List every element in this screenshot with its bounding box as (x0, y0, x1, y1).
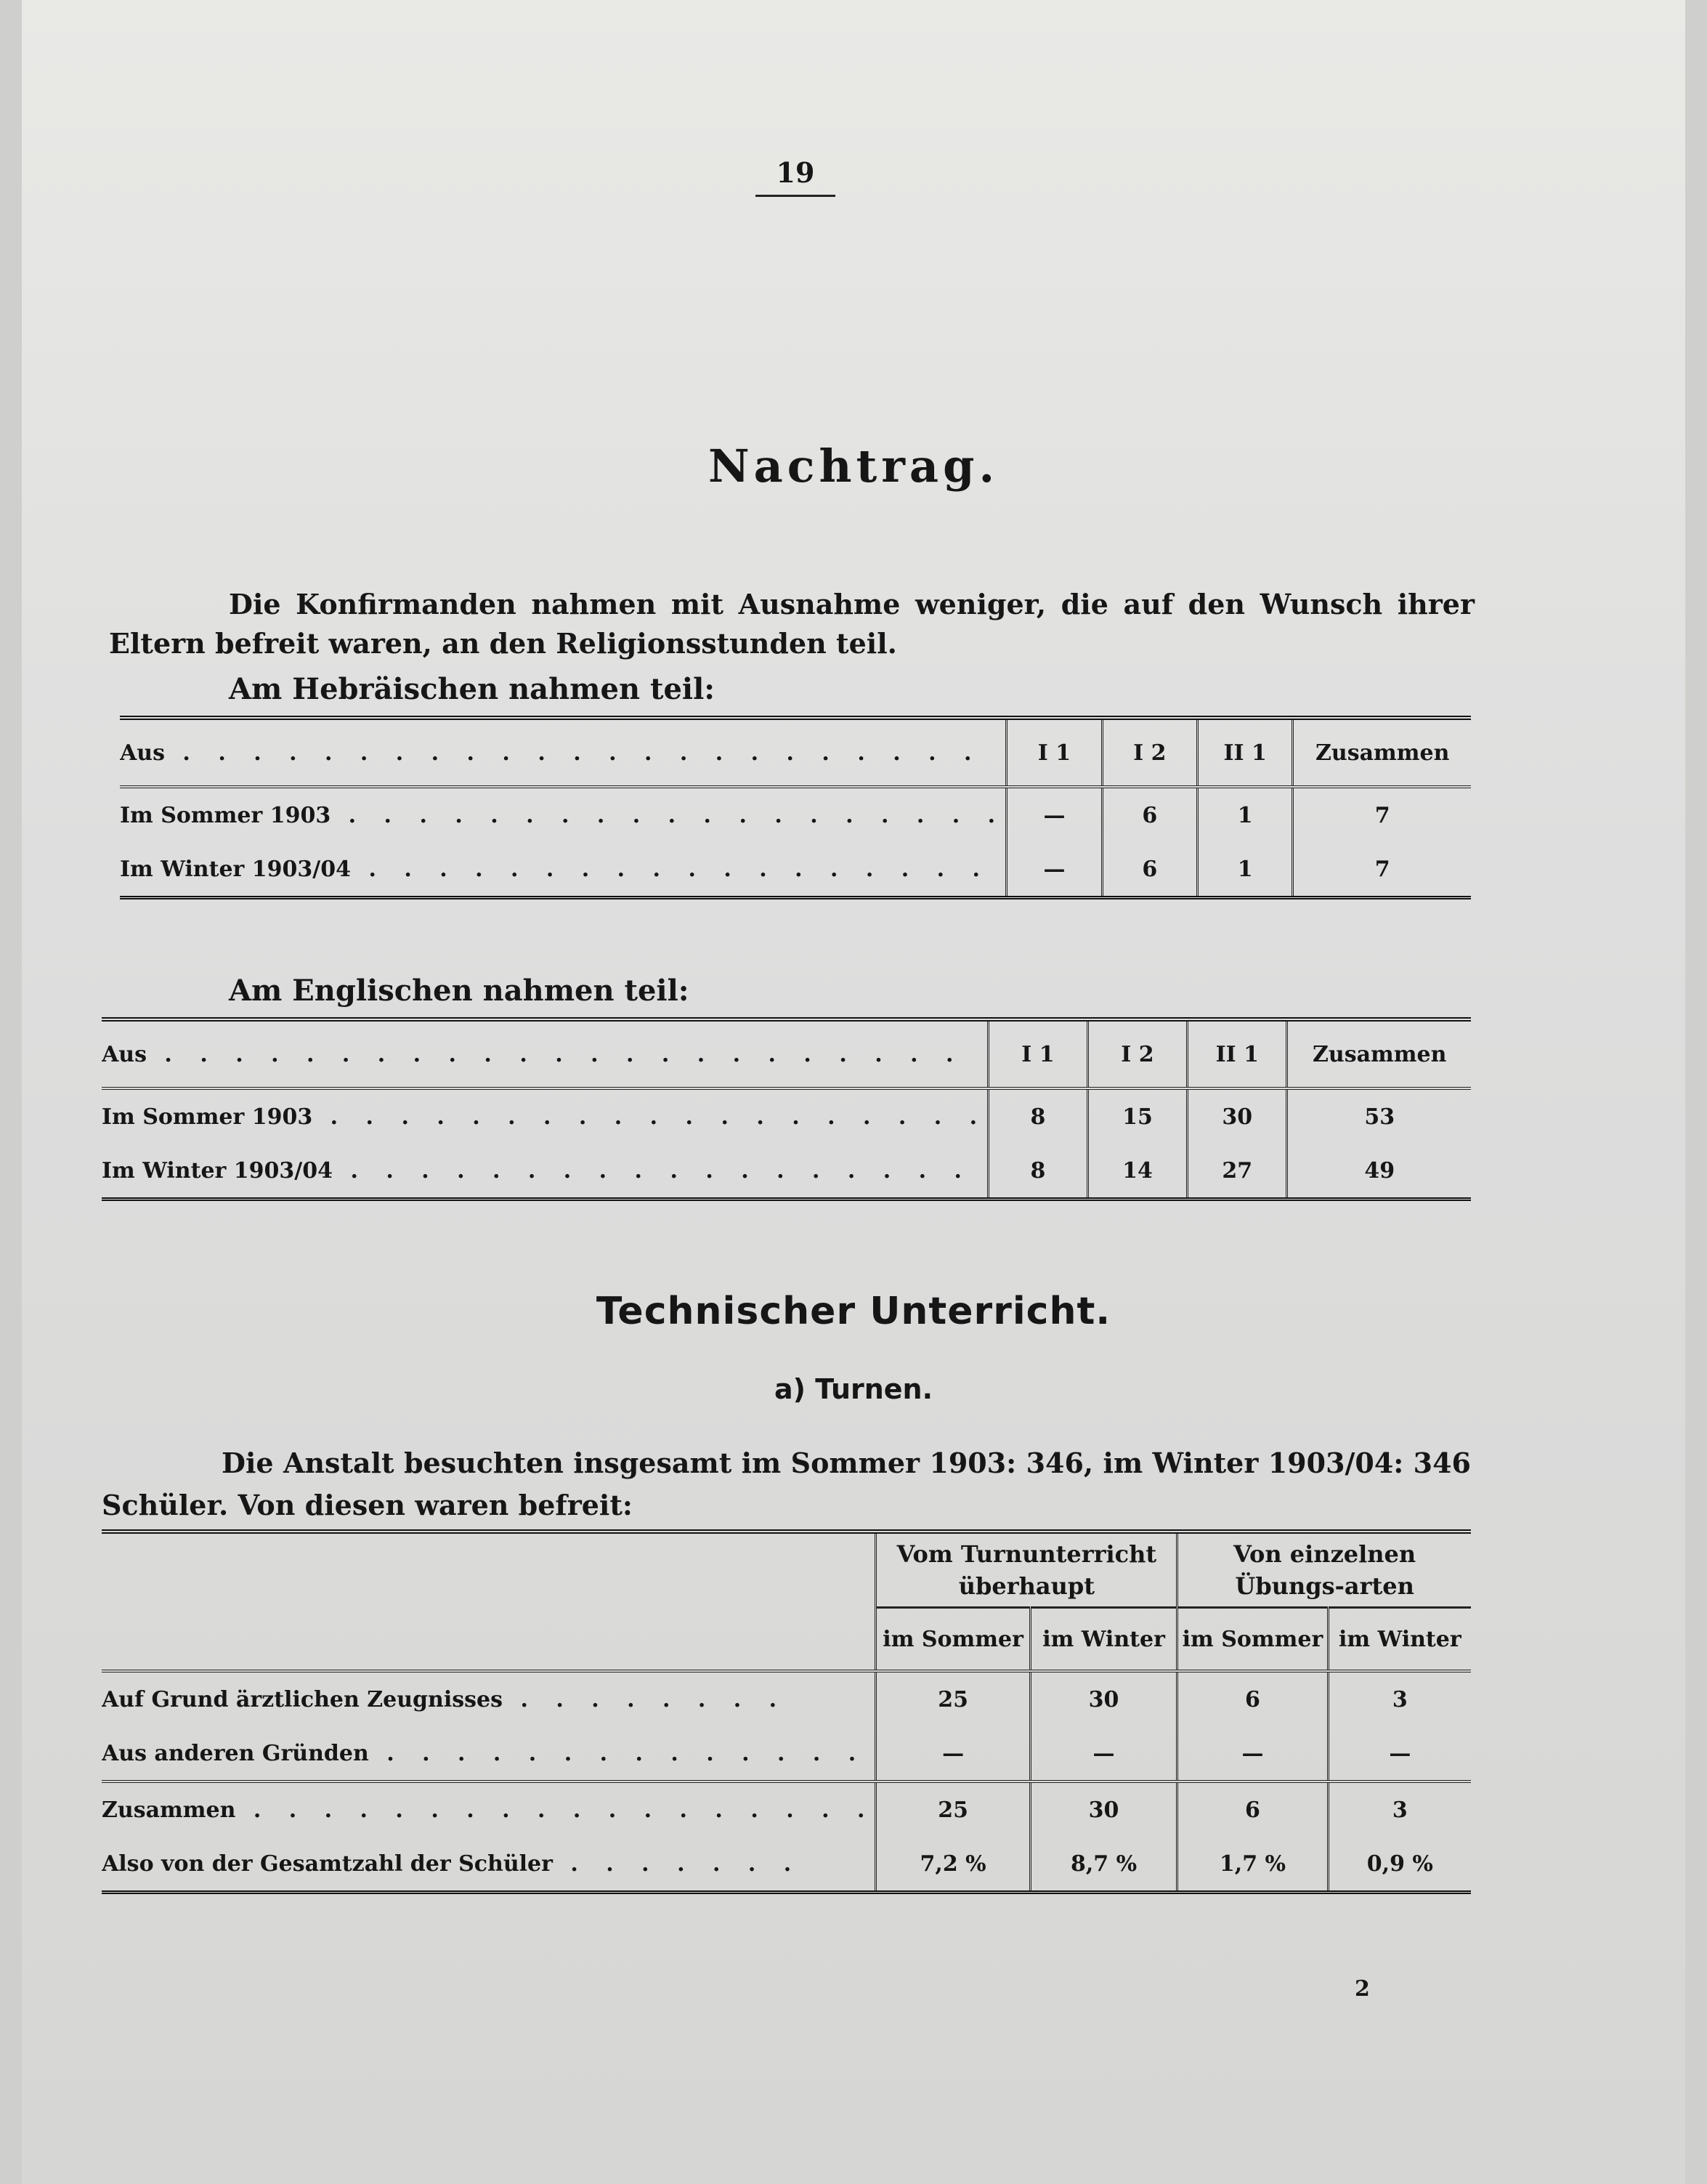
col-header: Zusammen (1293, 718, 1471, 787)
cell: — (1007, 842, 1103, 898)
cell: 6 (1177, 1781, 1328, 1837)
hebrew-table (120, 716, 1471, 899)
intro-text: Die Konfirmanden nahmen mit Ausnahme weniger, die auf den Wunsch ihrer Eltern befreit waren, an den Religionsstunden teil. (109, 588, 1475, 660)
cell: 3 (1328, 1671, 1471, 1726)
col-header: im Winter (1030, 1608, 1177, 1672)
cell: 1,7 % (1177, 1837, 1328, 1893)
section-title: Technischer Unterricht. (596, 1290, 1111, 1333)
table-row (102, 1144, 1471, 1200)
table-header-row (102, 1532, 1471, 1608)
table-row (102, 1726, 1471, 1781)
group-header: Von einzelnen Übungs-arten (1177, 1532, 1471, 1608)
english-table (102, 1017, 1471, 1201)
col-header: I 2 (1087, 1019, 1187, 1088)
row-label-cell: Im Winter 1903/04 . . . . . . . . . . . . . . . . . . (102, 1157, 972, 1184)
cell: 0,9 % (1328, 1837, 1471, 1893)
turnen-paragraph (102, 1442, 1471, 1526)
col-header: im Sommer (1177, 1608, 1328, 1672)
cell: 7 (1293, 787, 1471, 842)
col-header: II 1 (1197, 718, 1293, 787)
intro-paragraph (109, 585, 1475, 663)
page-number: 19 (776, 156, 815, 189)
col-header: I 1 (989, 1019, 1088, 1088)
row-label: Aus (120, 740, 165, 766)
cell: 6 (1177, 1671, 1328, 1726)
row-label: Aus anderen Gründen (102, 1740, 369, 1766)
col-header: Zusammen (1287, 1019, 1471, 1088)
cell: 1 (1197, 842, 1293, 898)
row-label: Zusammen (102, 1797, 236, 1823)
col-header: I 1 (1007, 718, 1103, 787)
table-row (102, 1671, 1471, 1726)
subsection-title: a) Turnen. (774, 1373, 933, 1405)
cell: 30 (1188, 1088, 1287, 1144)
table-total-row (102, 1781, 1471, 1837)
cell: 25 (876, 1781, 1030, 1837)
cell: 8 (989, 1088, 1088, 1144)
table-row (102, 1088, 1471, 1144)
cell: 7,2 % (876, 1837, 1030, 1893)
col-header: im Winter (1328, 1608, 1471, 1672)
row-label-cell: Im Winter 1903/04 . . . . . . . . . . . . . . . . . . (120, 856, 990, 882)
cell: — (1177, 1726, 1328, 1781)
cell: 49 (1287, 1144, 1471, 1200)
row-label-cell: Im Sommer 1903 . . . . . . . . . . . . . . . . . . . (102, 1088, 989, 1144)
cell: — (1328, 1726, 1471, 1781)
row-label: Im Winter 1903/04 (120, 856, 351, 882)
cell: 27 (1188, 1144, 1287, 1200)
cell: 3 (1328, 1781, 1471, 1837)
cell: 14 (1087, 1144, 1187, 1200)
cell: 25 (876, 1671, 1030, 1726)
group-header: Vom Turnunterricht überhaupt (876, 1532, 1177, 1608)
row-label-cell: Aus . . . . . . . . . . . . . . . . . . . . . . . (102, 1041, 964, 1067)
table-percent-row (102, 1837, 1471, 1893)
cell: 7 (1293, 842, 1471, 898)
cell: 8,7 % (1030, 1837, 1177, 1893)
row-label-cell: Aus anderen Gründen . . . . . . . . . . . . . . (102, 1740, 867, 1766)
col-header: I 2 (1102, 718, 1197, 787)
cell: 30 (1030, 1781, 1177, 1837)
row-label-cell: Also von der Gesamtzahl der Schüler . . . . . . . (102, 1851, 802, 1877)
cell: 15 (1087, 1088, 1187, 1144)
row-label-cell: Auf Grund ärztlichen Zeugnisses . . . . . . . . (102, 1671, 876, 1726)
turnen-table (102, 1529, 1471, 1894)
row-label: Aus (102, 1041, 147, 1067)
row-label: Im Winter 1903/04 (102, 1157, 333, 1184)
english-heading: Am Englischen nahmen teil: (229, 974, 689, 1008)
hebrew-heading: Am Hebräischen nahmen teil: (229, 672, 715, 706)
cell: 6 (1102, 787, 1197, 842)
cell: 1 (1197, 787, 1293, 842)
row-label-cell: Im Sommer 1903 . . . . . . . . . . . . . . . . . . . (120, 787, 1007, 842)
table-header-row (102, 1019, 1471, 1088)
cell: 53 (1287, 1088, 1471, 1144)
cell: 8 (989, 1144, 1088, 1200)
page-title: Nachtrag. (707, 440, 1000, 493)
turnen-text: Die Anstalt besuchten insgesamt im Sommer 1903: 346, im Winter 1903/04: 346 Schüler. Von diesen waren befreit: (102, 1447, 1471, 1521)
row-label-cell: Zusammen . . . . . . . . . . . . . . . . . . (102, 1781, 876, 1837)
row-label: Im Sommer 1903 (102, 1104, 313, 1130)
table-header-row (120, 718, 1471, 787)
page-number-rule (755, 195, 835, 197)
row-label: Auf Grund ärztlichen Zeugnisses (102, 1686, 503, 1712)
signature-mark: 2 (1355, 1976, 1370, 2002)
cell: — (1030, 1726, 1177, 1781)
cell: — (1007, 787, 1103, 842)
row-label: Also von der Gesamtzahl der Schüler (102, 1851, 553, 1877)
col-header: II 1 (1188, 1019, 1287, 1088)
cell: 6 (1102, 842, 1197, 898)
cell: 30 (1030, 1671, 1177, 1726)
row-label-cell: Aus . . . . . . . . . . . . . . . . . . . . . . . (120, 740, 982, 766)
table-row (120, 787, 1471, 842)
cell: — (876, 1726, 1030, 1781)
col-header: im Sommer (876, 1608, 1030, 1672)
table-row (120, 842, 1471, 898)
row-label: Im Sommer 1903 (120, 802, 331, 828)
